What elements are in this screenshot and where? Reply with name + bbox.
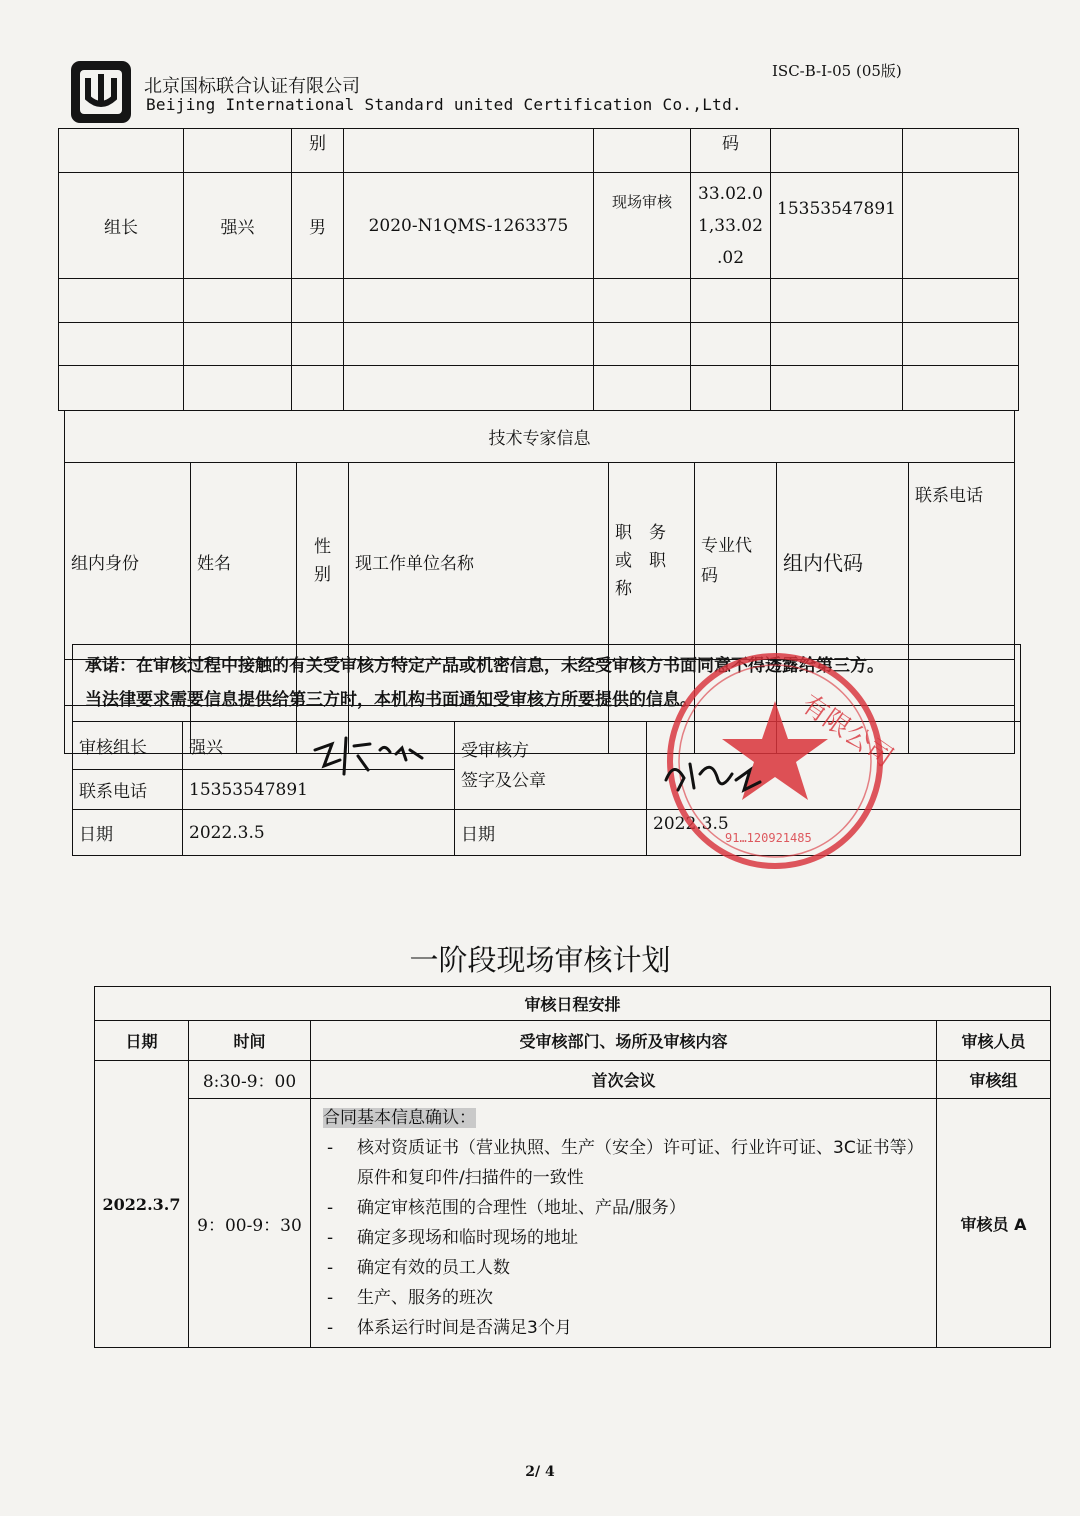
schedule-row-contract-check bbox=[95, 1099, 1051, 1348]
expert-section-title: 技术专家信息 bbox=[65, 411, 1015, 463]
empty-team-row bbox=[59, 279, 1019, 323]
table-header-fragment-row bbox=[59, 129, 1019, 173]
svg-text:91…120921485: 91…120921485 bbox=[725, 831, 812, 845]
leader-label: 审核组长 bbox=[73, 722, 183, 770]
date-label: 日期 bbox=[73, 810, 183, 856]
gender-header-fragment: 别 bbox=[292, 129, 344, 173]
col-staff: 审核人员 bbox=[937, 1021, 1051, 1061]
col-time: 时间 bbox=[189, 1021, 311, 1061]
company-name-en: Beijing International Standard united Certification Co.,Ltd. bbox=[146, 95, 742, 114]
auditee-sign-label: 受审核方 签字及公章 bbox=[455, 722, 647, 810]
header-workplace: 现工作单位名称 bbox=[349, 463, 609, 660]
confidentiality-promise: 承诺：在审核过程中接触的有关受审核方特定产品或机密信息，未经受审核方书面同意不得透露给第三方。 当法律要求需要信息提供给第三方时，本机构书面通知受审核方所要提供的信息。 bbox=[73, 645, 1021, 722]
leader-reg-no: 2020-N1QMS-1263375 bbox=[344, 173, 594, 279]
phone-label: 联系电话 bbox=[73, 770, 183, 810]
empty-team-row bbox=[59, 366, 1019, 411]
schedule-row-opening-meeting bbox=[95, 1061, 1051, 1099]
header-phone: 联系电话 bbox=[909, 463, 1015, 660]
schedule-date: 2022.3.7 bbox=[95, 1061, 189, 1348]
header-title: 职 务 或 职 称 bbox=[609, 463, 695, 660]
document-code: ISC-B-I-05 (05版) bbox=[772, 62, 902, 80]
row2-item-list bbox=[323, 1133, 924, 1343]
auditee-date-value: 2022.3.5 bbox=[647, 810, 1021, 856]
team-leader-row bbox=[59, 173, 1019, 279]
leader-code: 33.02.0 1,33.02 .02 bbox=[691, 173, 771, 279]
header-gender: 性 别 bbox=[297, 463, 349, 660]
row1-staff: 审核组 bbox=[937, 1061, 1051, 1099]
row1-content: 首次会议 bbox=[311, 1061, 937, 1099]
svg-text:有限公司: 有限公司 bbox=[795, 689, 899, 774]
row2-staff: 审核员 A bbox=[937, 1099, 1051, 1348]
row1-time: 8:30-9：00 bbox=[189, 1061, 311, 1099]
leader-audit-type: 现场审核 bbox=[594, 173, 691, 279]
empty-team-row bbox=[59, 323, 1019, 366]
audit-team-table bbox=[58, 128, 1019, 411]
col-date: 日期 bbox=[95, 1021, 189, 1061]
code-header-fragment: 码 bbox=[691, 129, 771, 173]
row2-time: 9：00-9：30 bbox=[189, 1099, 311, 1348]
company-logo-icon bbox=[68, 58, 134, 126]
expert-header-row bbox=[65, 463, 1015, 660]
list-item: - 体系运行时间是否满足3个月 bbox=[323, 1313, 924, 1343]
company-name-cn: 北京国标联合认证有限公司 bbox=[144, 76, 360, 97]
schedule-header-row bbox=[95, 1021, 1051, 1061]
plan-title: 一阶段现场审核计划 bbox=[409, 943, 671, 977]
leader-role: 组长 bbox=[59, 173, 184, 279]
header-group-code: 组内代码 bbox=[777, 463, 909, 660]
header-name: 姓名 bbox=[191, 463, 297, 660]
schedule-title: 审核日程安排 bbox=[95, 987, 1051, 1021]
row2-heading: 合同基本信息确认： bbox=[323, 1108, 476, 1128]
expert-title-row bbox=[65, 411, 1015, 463]
audit-schedule-table bbox=[94, 986, 1051, 1348]
list-item: - 确定审核范围的合理性（地址、产品/服务） bbox=[323, 1193, 924, 1223]
leader-name: 强兴 bbox=[184, 173, 292, 279]
row2-content bbox=[311, 1099, 937, 1348]
leader-phone: 15353547891 bbox=[771, 173, 903, 279]
header-spec-code: 专业代 码 bbox=[695, 463, 777, 660]
header-role: 组内身份 bbox=[65, 463, 191, 660]
list-item: - 确定有效的员工人数 bbox=[323, 1253, 924, 1283]
list-item: - 生产、服务的班次 bbox=[323, 1283, 924, 1313]
col-content: 受审核部门、场所及审核内容 bbox=[311, 1021, 937, 1061]
leader-handwritten-signature bbox=[310, 730, 430, 780]
phone-value: 15353547891 bbox=[183, 770, 455, 810]
schedule-title-row bbox=[95, 987, 1051, 1021]
auditee-date-label: 日期 bbox=[455, 810, 647, 856]
page-number: 2/ 4 bbox=[525, 1464, 555, 1480]
leader-gender: 男 bbox=[292, 173, 344, 279]
list-item: - 确定多现场和临时现场的地址 bbox=[323, 1223, 924, 1253]
date-value: 2022.3.5 bbox=[183, 810, 455, 856]
leader-value: 强兴 bbox=[183, 722, 455, 770]
auditee-handwritten-signature bbox=[660, 750, 770, 800]
list-item: - 核对资质证书（营业执照、生产（安全）许可证、行业许可证、3C证书等）原件和复印件/扫描件的一致性 bbox=[323, 1133, 924, 1193]
